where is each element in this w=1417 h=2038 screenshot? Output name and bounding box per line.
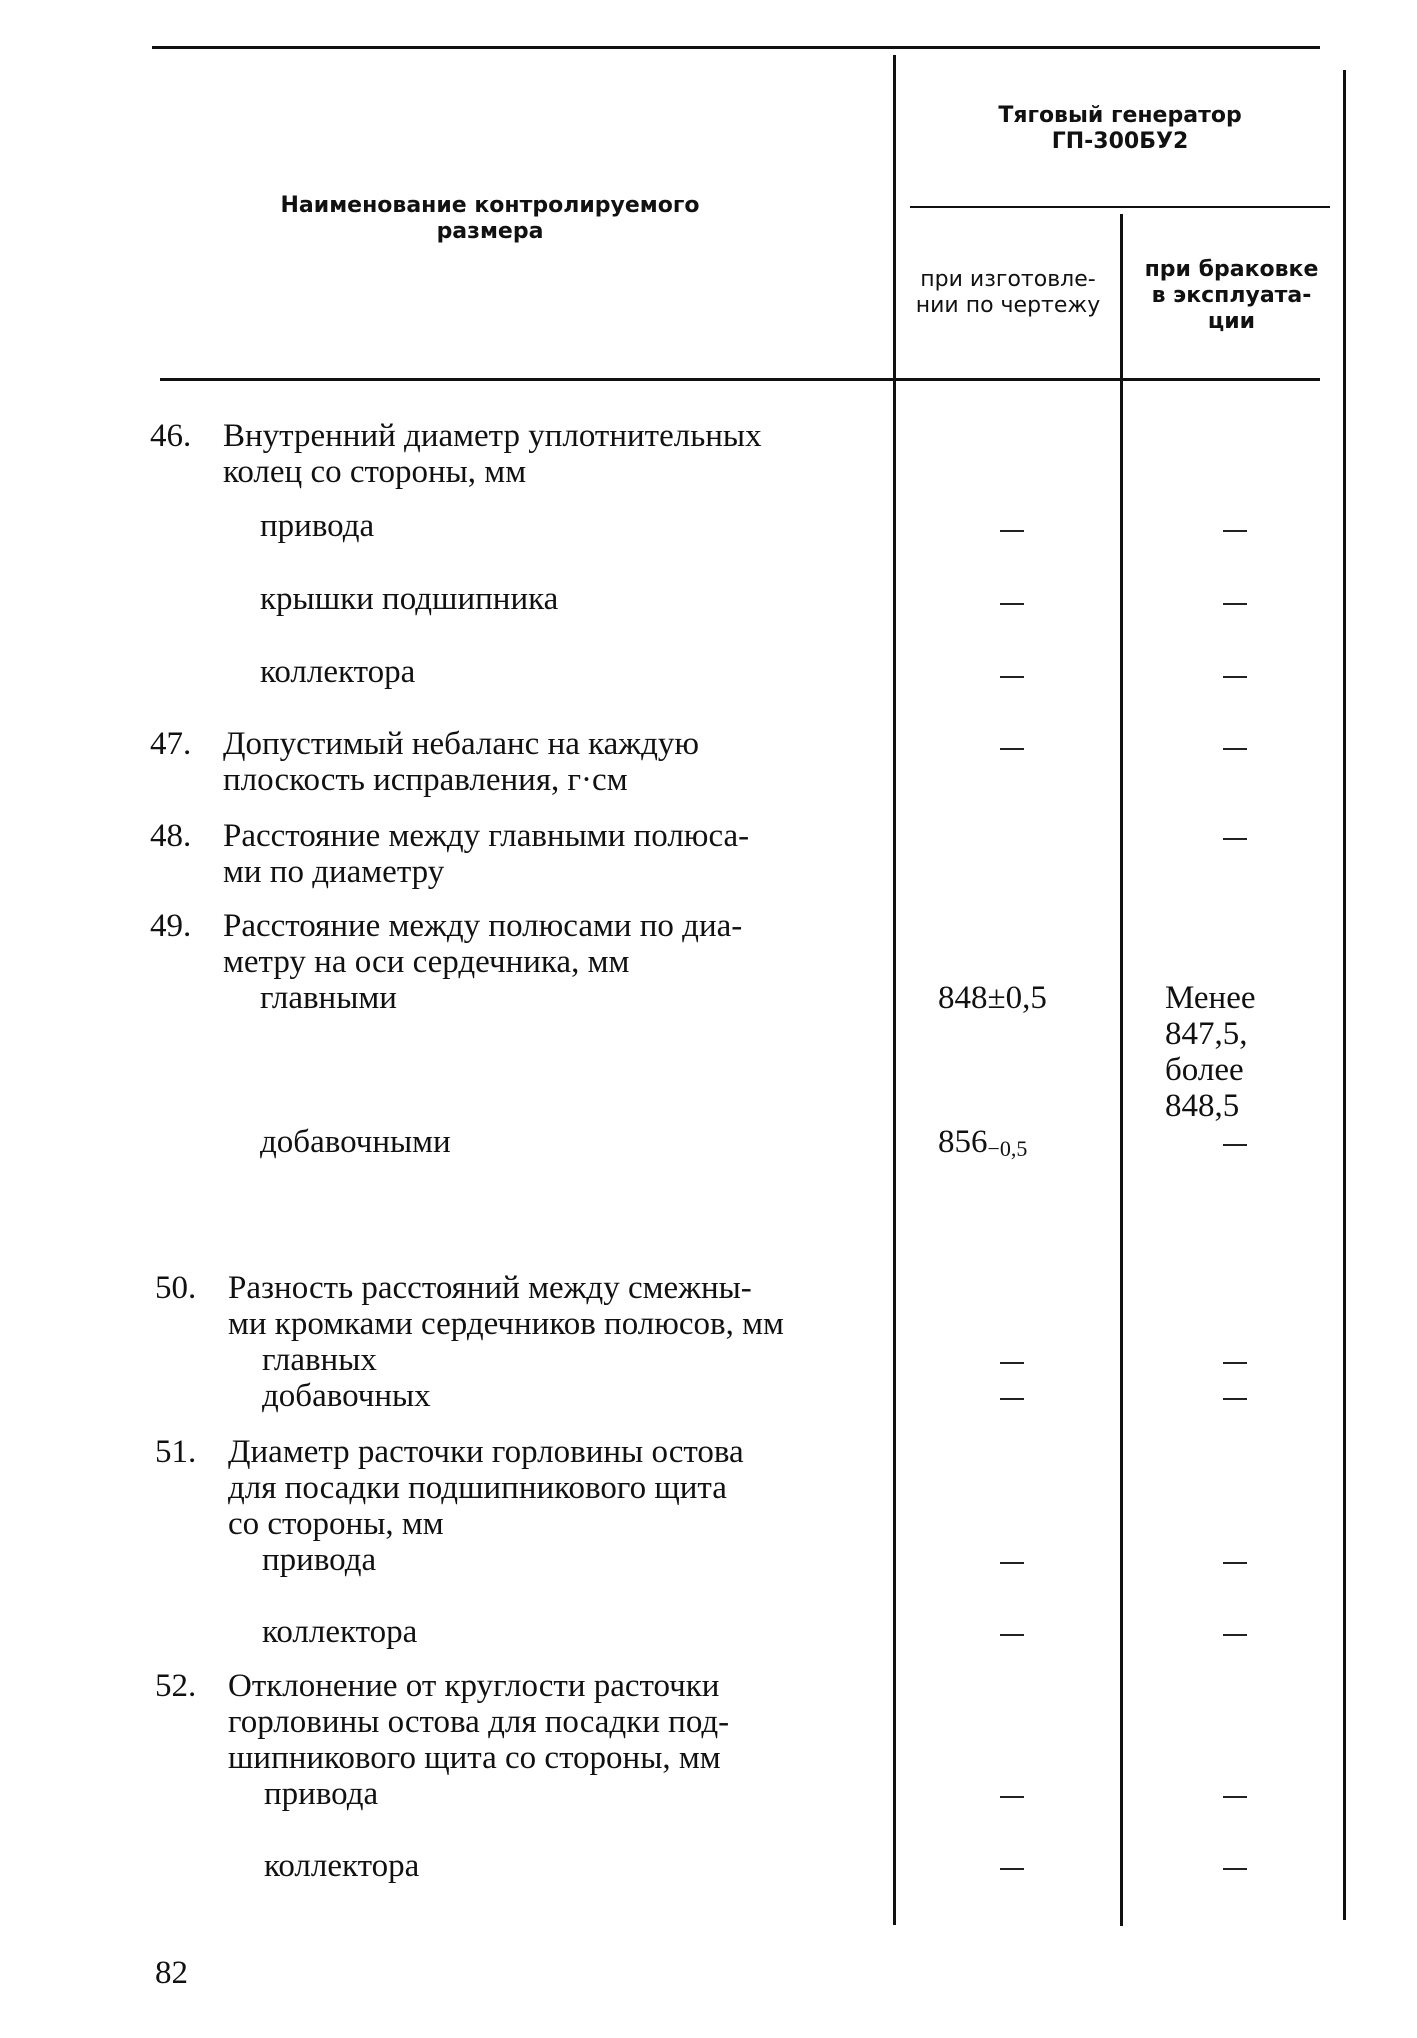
dash <box>1000 1398 1024 1400</box>
dash <box>1000 748 1024 750</box>
row-50-sub-additional: добавочных <box>262 1378 431 1414</box>
row-49-reject-line4: 848,5 <box>1165 1088 1240 1124</box>
header-manufacture-line2: нии по чертежу <box>915 293 1101 318</box>
header-reject-line3: ции <box>1207 309 1256 334</box>
row-47-number: 47. <box>150 726 192 762</box>
row-46-line2: колец со стороны, мм <box>223 454 527 490</box>
dash <box>1223 1562 1247 1564</box>
dash <box>1000 530 1024 532</box>
dash <box>1223 748 1247 750</box>
dash <box>1223 530 1247 532</box>
dash <box>1000 1562 1024 1564</box>
row-50-line1: Разность расстояний между смежны- <box>228 1270 752 1306</box>
dash <box>1000 603 1024 605</box>
row-49-sub-main: главными <box>260 980 397 1016</box>
row-49-sub-additional: добавочными <box>260 1124 451 1160</box>
header-reject-line2: в эксплуата- <box>1151 283 1312 308</box>
row-46-sub-kollektor: коллектора <box>260 654 416 690</box>
row-46-sub-kryshka: крышки подшипника <box>260 581 559 617</box>
dash <box>1223 603 1247 605</box>
col-divider-1 <box>893 55 896 1925</box>
group-rule <box>910 206 1330 208</box>
row-51-number: 51. <box>155 1434 197 1470</box>
dash <box>1223 1362 1247 1364</box>
row-52-line1: Отклонение от круглости расточки <box>228 1668 720 1704</box>
row-48-line1: Расстояние между главными полюса- <box>223 818 750 854</box>
row-50-sub-main: главных <box>262 1342 377 1378</box>
dash <box>1223 1144 1247 1146</box>
row-46-sub-privod: привода <box>260 508 375 544</box>
row-49-reject-line1: Менее <box>1165 980 1256 1016</box>
row-47-line1: Допустимый небаланс на каждую <box>223 726 700 762</box>
dash <box>1000 1796 1024 1798</box>
row-49-main-value: 848±0,5 <box>938 980 1047 1016</box>
row-51-sub-kollektor: коллектора <box>262 1614 418 1650</box>
header-bottom-rule <box>160 378 1320 381</box>
row-49-number: 49. <box>150 908 192 944</box>
page-number: 82 <box>155 1955 188 1991</box>
row-48-line2: ми по диаметру <box>223 854 445 890</box>
dash <box>1000 1362 1024 1364</box>
col-divider-2 <box>1120 214 1123 1926</box>
row-51-line2: для посадки подшипникового щита <box>228 1470 727 1506</box>
dash <box>1223 1634 1247 1636</box>
row-51-line1: Диаметр расточки горловины остова <box>228 1434 744 1470</box>
dash <box>1223 676 1247 678</box>
row-48-number: 48. <box>150 818 192 854</box>
row-52-sub-privod: привода <box>264 1776 379 1812</box>
right-border <box>1343 70 1346 1920</box>
top-rule <box>152 46 1320 49</box>
row-49-reject-line2: 847,5, <box>1165 1016 1248 1052</box>
dash <box>1000 676 1024 678</box>
row-51-line3: со стороны, мм <box>228 1506 444 1542</box>
row-49-additional-value <box>938 1124 1027 1167</box>
dash <box>1223 1796 1247 1798</box>
row-52-sub-kollektor: коллектора <box>264 1848 420 1884</box>
row-47-line2: плоскость исправления, г·см <box>223 762 628 798</box>
row-50-line2: ми кромками сердечников полюсов, мм <box>228 1306 784 1342</box>
row-49-line2: метру на оси сердечника, мм <box>223 944 630 980</box>
header-group-line1: Тяговый генератор <box>998 103 1242 128</box>
dash <box>1000 1868 1024 1870</box>
header-reject-line1: при браковке <box>1144 257 1319 282</box>
dash <box>1223 1868 1247 1870</box>
header-group-line2: ГП-300БУ2 <box>1051 129 1189 154</box>
dash <box>1223 838 1247 840</box>
row-46-number: 46. <box>150 418 192 454</box>
row-49-additional-value-number: 856 <box>938 1124 988 1160</box>
row-52-line3: шипникового щита со стороны, мм <box>228 1740 721 1776</box>
row-49-additional-tolerance: −0,5 <box>987 1136 1028 1161</box>
header-manufacture-line1: при изготовле- <box>920 267 1096 292</box>
dash <box>1223 1398 1247 1400</box>
row-46-line1: Внутренний диаметр уплотнительных <box>223 418 762 454</box>
row-49-reject-line3: более <box>1165 1052 1244 1088</box>
dash <box>1000 1634 1024 1636</box>
row-49-line1: Расстояние между полюсами по диа- <box>223 908 743 944</box>
header-name-line2: размера <box>436 219 544 244</box>
row-50-number: 50. <box>155 1270 197 1306</box>
row-52-line2: горловины остова для посадки под- <box>228 1704 730 1740</box>
header-name-line1: Наименование контролируемого <box>280 193 700 218</box>
row-52-number: 52. <box>155 1668 197 1704</box>
row-51-sub-privod: привода <box>262 1542 377 1578</box>
